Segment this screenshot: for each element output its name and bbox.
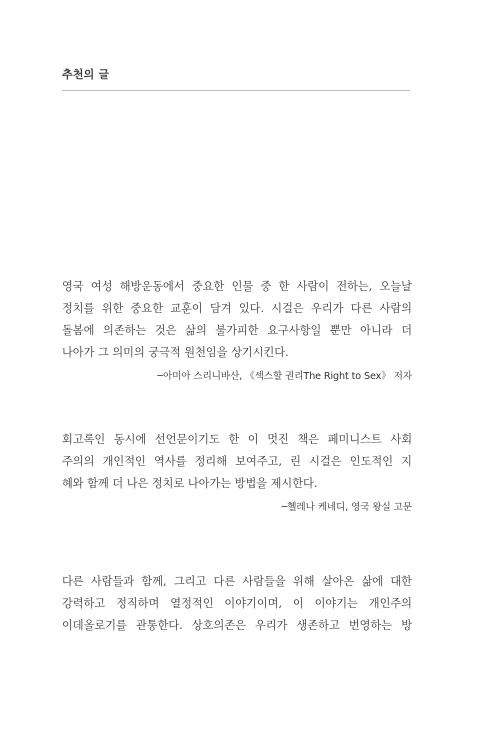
endorsement-text-line: 혜와 함께 더 나은 정치로 나아가는 방법을 제시한다. — [62, 477, 318, 490]
endorsement-text-line: 주의의 개인적인 역사를 정리해 보여주고, 린 시걸은 인도적인 지 — [62, 455, 412, 468]
endorsement-2 — [62, 429, 412, 513]
endorsement-text-line: 영국 여성 해방운동에서 중요한 인물 중 한 사람이 전하는, 오늘날 — [62, 280, 412, 293]
header-divider — [62, 90, 410, 91]
endorsement-text-line: 나아가 그 의미의 궁극적 원천임을 상기시킨다. — [62, 346, 289, 359]
endorsement-text-line: 다른 사람들과 함께, 그리고 다른 사람들을 위해 살아온 삶에 대한 — [62, 575, 412, 588]
endorsement-text-line: 회고록인 동시에 선언문이기도 한 이 멋진 책은 페미니스트 사회 — [62, 433, 412, 446]
endorsement-3 — [62, 571, 412, 637]
endorsement-text-line: 돌봄에 의존하는 것은 삶의 불가피한 요구사항일 뿐만 아니라 더 — [62, 324, 412, 337]
endorsement-1 — [62, 276, 412, 382]
endorsement-attribution: ─아미아 스리니바산, 《섹스할 권리The Right to Sex》 저자 — [157, 371, 412, 382]
endorsement-text-line: 정치를 위한 중요한 교훈이 담겨 있다. 시걸은 우리가 다른 사람의 — [62, 302, 412, 315]
section-title: 추천의 글 — [62, 68, 110, 81]
endorsement-text-line: 이데올로기를 관통한다. 상호의존은 우리가 생존하고 번영하는 방 — [62, 619, 412, 632]
endorsement-text-line: 강력하고 정직하며 열정적인 이야기이며, 이 이야기는 개인주의 — [62, 597, 412, 610]
endorsement-attribution: ─헬레나 케네디, 영국 왕실 고문 — [281, 502, 412, 513]
